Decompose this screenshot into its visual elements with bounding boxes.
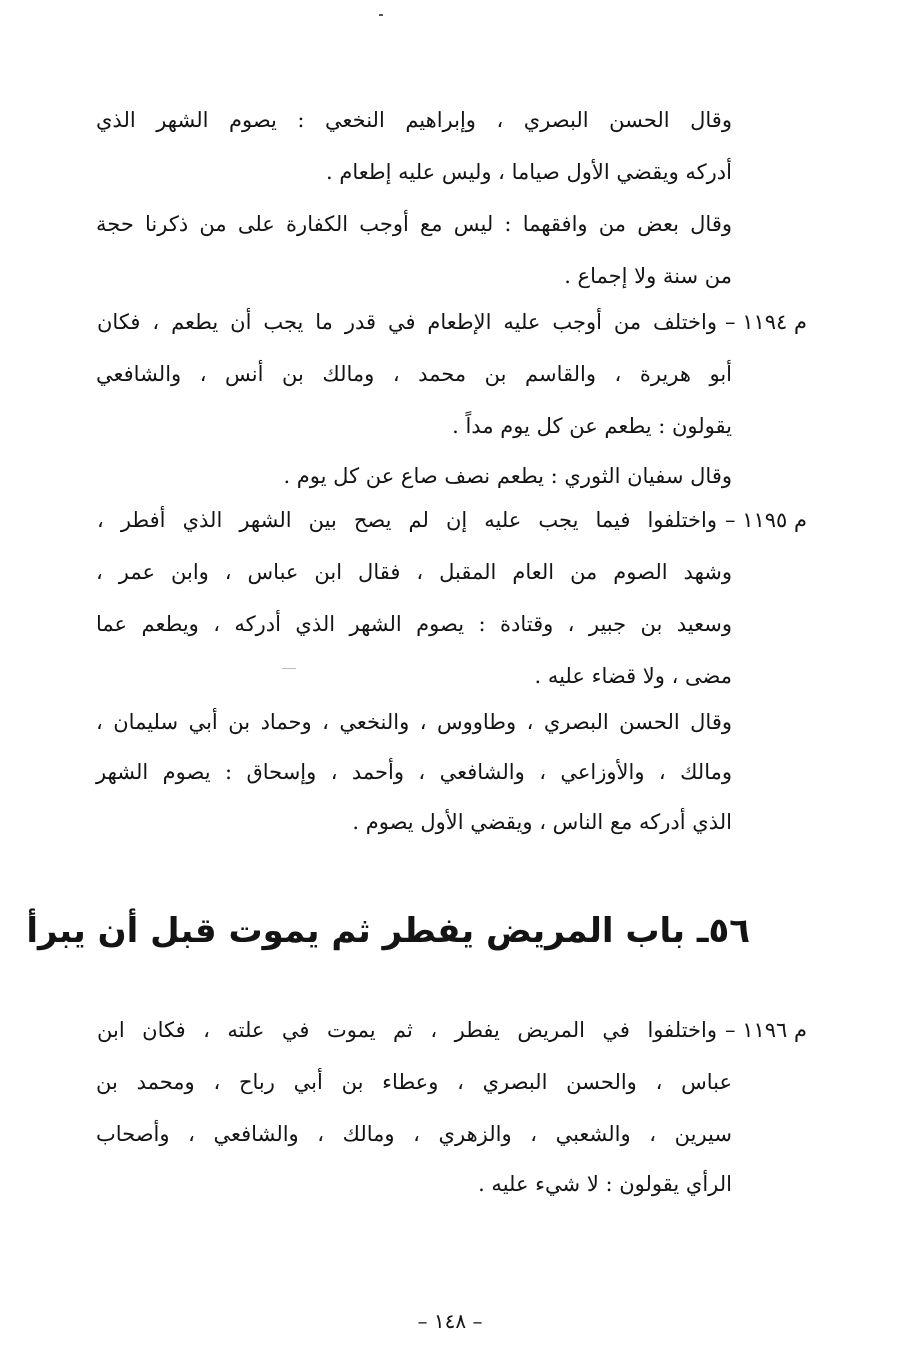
issue-number: م ١١٩٤ – xyxy=(725,310,807,334)
text-line: واختلفوا فيما يجب عليه إن لم يصح بين الشهر الذي أفطر ، xyxy=(97,508,717,532)
numbered-line xyxy=(97,500,807,540)
text-line: سيرين ، والشعبي ، والزهري ، ومالك ، والشافعي ، وأصحاب xyxy=(96,1122,732,1146)
text-line: يقولون : يطعم عن كل يوم مداً . xyxy=(452,414,732,438)
scan-speck xyxy=(379,14,383,16)
text-line: من سنة ولا إجماع . xyxy=(564,264,732,288)
text-line: مضى ، ولا قضاء عليه . xyxy=(534,664,732,688)
page-number: – ١٤٨ – xyxy=(417,1309,483,1333)
text-line: الرأي يقولون : لا شيء عليه . xyxy=(478,1172,732,1196)
chapter-heading: ٥٦ـ باب المريض يفطر ثم يموت قبل أن يبرأ xyxy=(26,911,750,951)
text-line: وقال الحسن البصري ، وإبراهيم النخعي : يصوم الشهر الذي xyxy=(96,108,732,132)
text-line: واختلفوا في المريض يفطر ، ثم يموت في علته ، فكان ابن xyxy=(97,1018,717,1042)
text-line: أبو هريرة ، والقاسم بن محمد ، ومالك بن أنس ، والشافعي xyxy=(96,362,732,386)
text-line: وسعيد بن جبير ، وقتادة : يصوم الشهر الذي أدركه ، ويطعم عما xyxy=(96,612,732,636)
text-line: أدركه ويقضي الأول صياما ، وليس عليه إطعام . xyxy=(326,160,732,184)
text-line: وقال الحسن البصري ، وطاووس ، والنخعي ، وحماد بن أبي سليمان ، xyxy=(96,710,732,734)
text-line: وشهد الصوم من العام المقبل ، فقال ابن عباس ، وابن عمر ، xyxy=(96,560,732,584)
issue-number: م ١١٩٥ – xyxy=(725,508,807,532)
numbered-line xyxy=(97,302,807,342)
issue-number: م ١١٩٦ – xyxy=(725,1018,807,1042)
text-line: ومالك ، والأوزاعي ، والشافعي ، وأحمد ، وإسحاق : يصوم الشهر xyxy=(96,760,732,784)
text-line: وقال بعض من وافقهما : ليس مع أوجب الكفارة على من ذكرنا حجة xyxy=(96,212,732,236)
text-line: عباس ، والحسن البصري ، وعطاء بن أبي رباح ، ومحمد بن xyxy=(96,1070,732,1094)
numbered-line xyxy=(97,1010,807,1050)
text-line: واختلف من أوجب عليه الإطعام في قدر ما يجب أن يطعم ، فكان xyxy=(97,310,717,334)
text-line: وقال سفيان الثوري : يطعم نصف صاع عن كل يوم . xyxy=(283,464,732,488)
text-line: الذي أدركه مع الناس ، ويقضي الأول يصوم . xyxy=(352,810,732,834)
